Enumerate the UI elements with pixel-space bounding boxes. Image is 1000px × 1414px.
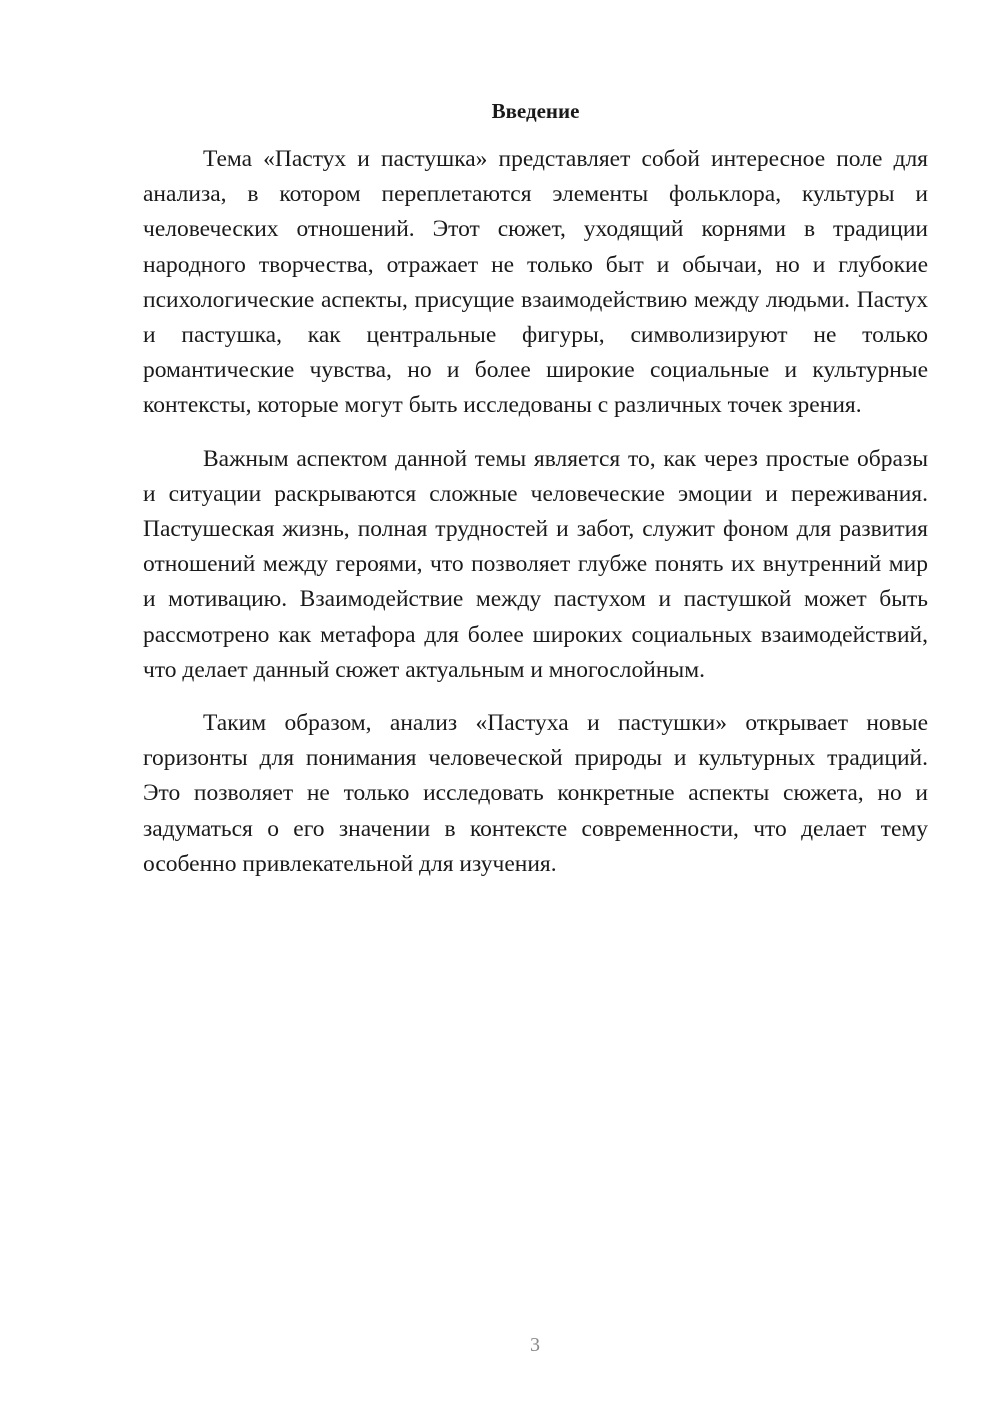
paragraph-1: Тема «Пастух и пастушка» представляет собой интересное поле для анализа, в котором переплетаются элементы фольклора, культуры и человеческих отношений. Этот сюжет, уходящий корнями в традиции народного творчества, отражает не только быт и обычаи, но и глубокие психологические аспекты, присущие взаимодействию между людьми. Пастух и пастушка, как центральные фигуры, символизируют не только романтические чувства, но и более широкие социальные и культурные контексты, которые могут быть исследованы с различных точек зрения. — [143, 146, 928, 419]
paragraph-2: Важным аспектом данной темы является то, как через простые образы и ситуации раскрываются сложные человеческие эмоции и переживания. Пастушеская жизнь, полная трудностей и забот, служит фоном для развития отношений между героями, что позволяет глубже понять их внутренний мир и мотивацию. Взаимодействие между пастухом и пастушкой может быть рассмотрено как метафора для более широких социальных взаимодействий, что делает данный сюжет актуальным и многослойным. — [143, 445, 928, 683]
body-text — [143, 142, 928, 900]
paragraph-3: Таким образом, анализ «Пастуха и пастушки» открывает новые горизонты для понимания человеческой природы и культурных традиций. Это позволяет не только исследовать конкретные аспекты сюжета, но и задуматься о его значении в контексте современности, что делает тему особенно привлекательной для изучения. — [143, 710, 928, 877]
section-heading: Введение — [491, 99, 580, 123]
page-number: 3 — [530, 1334, 540, 1356]
